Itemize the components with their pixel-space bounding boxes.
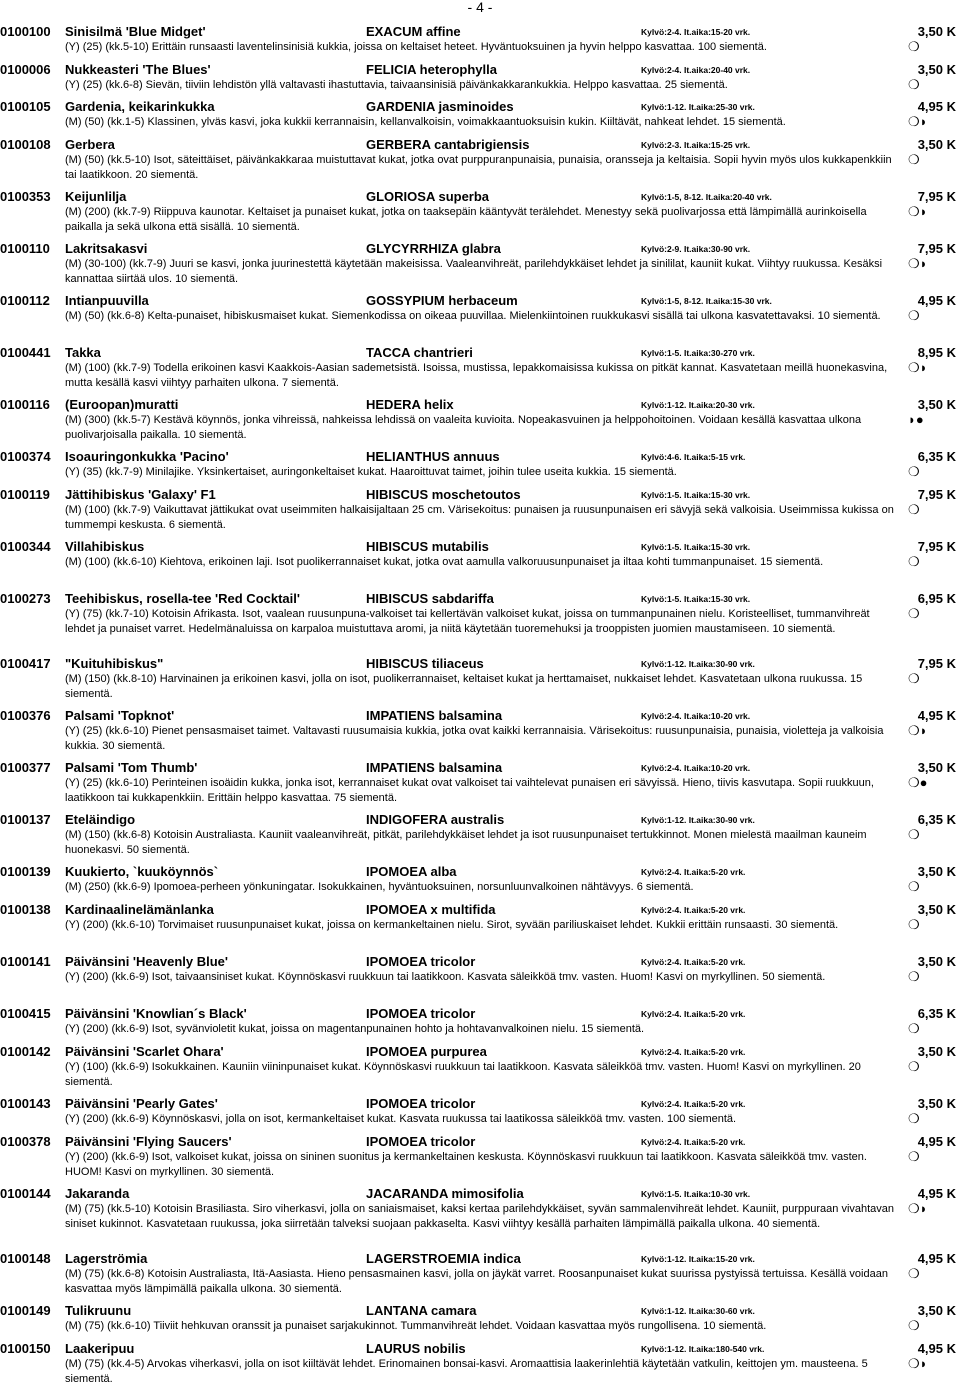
price: 4,95 K bbox=[917, 1134, 956, 1149]
entry-header bbox=[0, 23, 960, 40]
sowing-info: Kylvö:1-5. It.aika:15-30 vrk. bbox=[641, 594, 751, 604]
catalog-entry bbox=[0, 486, 960, 533]
latin-name: IPOMOEA tricolor bbox=[366, 1006, 476, 1021]
light-requirement-icon: ❍ bbox=[908, 39, 920, 54]
catalog-entry bbox=[0, 759, 960, 806]
finnish-name: Laakeripuu bbox=[65, 1341, 135, 1356]
latin-name: IMPATIENS balsamina bbox=[366, 760, 503, 775]
price: 6,35 K bbox=[917, 1006, 956, 1021]
sowing-info: Kylvö:1-5. It.aika:15-30 vrk. bbox=[641, 542, 751, 552]
entry-header bbox=[0, 448, 960, 465]
sowing-info: Kylvö:2-4. It.aika:15-20 vrk. bbox=[641, 27, 751, 37]
price: 7,95 K bbox=[917, 539, 956, 554]
finnish-name: Kuukierto, `kuuköynnös` bbox=[65, 864, 219, 879]
finnish-name: Eteläindigo bbox=[65, 812, 136, 827]
entry-header bbox=[0, 396, 960, 413]
entry-header bbox=[0, 1133, 960, 1150]
price: 3,50 K bbox=[917, 864, 956, 879]
entry-header bbox=[0, 863, 960, 880]
price: 3,50 K bbox=[917, 137, 956, 152]
description: (M) (75) (kk.4-5) Arvokas viherkasvi, jolla on isot kiiltävät lehdet. Erinomainen bonsai-kasvi. Aromaattisia laakerinlehtiä käytetään vatkulin, keittojen ym. mausteena. 5 siementä. bbox=[65, 1358, 868, 1385]
latin-name: LANTANA camara bbox=[366, 1303, 477, 1318]
catalog-entry bbox=[0, 23, 960, 55]
latin-name: HIBISCUS moschetoutos bbox=[366, 487, 521, 502]
price: 6,35 K bbox=[917, 449, 956, 464]
description: (Y) (75) (kk.7-10) Kotoisin Afrikasta. Isot, vaalean ruusunpuna-valkoiset tai kellertävän valkoiset kukat, joissa on tummanpunainen nielu. Koristeelliset, tummanvihreät lehdet ja punaiset varret. Hedelmänaluissa on karpaloa muistuttava aromi, ja niitä käytetään tuoremehuksi ja trooppisten juomien maustamiseen. 10 siementä. bbox=[65, 608, 870, 635]
entry-header bbox=[0, 1095, 960, 1112]
light-requirement-icon: ❍ bbox=[908, 1059, 920, 1074]
finnish-name: Palsami 'Tom Thumb' bbox=[65, 760, 198, 775]
product-code: 0100374 bbox=[0, 449, 51, 464]
description: (Y) (25) (kk.5-10) Erittäin runsaasti laventelinsinisiä kukkia, joissa on keltaiset heteet. Hyväntuoksuinen ja hyvin helppo kasvattaa. 100 siementä. bbox=[65, 41, 767, 53]
light-requirement-icon: ❍ bbox=[908, 917, 920, 932]
sowing-info: Kylvö:1-5, 8-12. It.aika:20-40 vrk. bbox=[641, 192, 772, 202]
light-requirement-icon: ❍ bbox=[908, 879, 920, 894]
light-requirement-icon: ❍ bbox=[908, 77, 920, 92]
price: 3,50 K bbox=[917, 902, 956, 917]
product-code: 0100100 bbox=[0, 24, 51, 39]
latin-name: INDIGOFERA australis bbox=[366, 812, 505, 827]
price: 4,95 K bbox=[917, 1341, 956, 1356]
product-code: 0100353 bbox=[0, 189, 51, 204]
catalog-entry bbox=[0, 590, 960, 637]
price: 8,95 K bbox=[917, 345, 956, 360]
light-requirement-icon: ❍ bbox=[908, 554, 920, 569]
light-requirement-icon: ◗● bbox=[908, 412, 924, 427]
latin-name: IMPATIENS balsamina bbox=[366, 708, 503, 723]
description: (M) (75) (kk.6-10) Tiiviit hehkuvan oranssit ja punaiset sarjakukinnot. Tummanvihreät lehdet. Voidaan kasvattaa myös rungollisena. 10 siementä. bbox=[65, 1320, 767, 1332]
latin-name: LAGERSTROEMIA indica bbox=[366, 1251, 521, 1266]
sowing-info: Kylvö:4-6. It.aika:5-15 vrk. bbox=[641, 452, 746, 462]
latin-name: EXACUM affine bbox=[366, 24, 461, 39]
description: (Y) (200) (kk.6-9) Isot, syvänvioletit kukat, joissa on magentanpunainen hohto ja hohtavanvalkoinen nielu. 15 siementä. bbox=[65, 1023, 645, 1035]
description: (M) (150) (kk.6-8) Kotoisin Australiasta. Kauniit vaaleanvihreät, pitkät, parilehdykkäiset lehdet ja isot ruusunpunaiset tertukkinnot. Monen mielestä maailman kauneim huonekasvi. 50 siementä. bbox=[65, 829, 867, 856]
entry-header bbox=[0, 1302, 960, 1319]
catalog-entry bbox=[0, 98, 960, 130]
price: 3,50 K bbox=[917, 1096, 956, 1111]
catalog-entry bbox=[0, 448, 960, 480]
light-requirement-icon: ❍● bbox=[908, 775, 928, 790]
light-requirement-icon: ❍ bbox=[908, 671, 920, 686]
sowing-info: Kylvö:2-9. It.aika:30-90 vrk. bbox=[641, 244, 751, 254]
catalog-entry bbox=[0, 61, 960, 93]
light-requirement-icon: ❍ bbox=[908, 1266, 920, 1281]
entry-header bbox=[0, 136, 960, 153]
catalog-entry bbox=[0, 1302, 960, 1334]
latin-name: GLYCYRRHIZA glabra bbox=[366, 241, 501, 256]
light-requirement-icon: ❍◗ bbox=[908, 256, 928, 271]
entry-header bbox=[0, 811, 960, 828]
finnish-name: Villahibiskus bbox=[65, 539, 145, 554]
catalog-entry bbox=[0, 1133, 960, 1180]
entry-header bbox=[0, 953, 960, 970]
sowing-info: Kylvö:1-5. It.aika:30-270 vrk. bbox=[641, 348, 755, 358]
description: (M) (75) (kk.6-8) Kotoisin Australiasta, Itä-Aasiasta. Hieno pensasmainen kasvi, jolla on jäykät varret. Roosanpunaiset kukat suurissa pystyissä tertuissa. Kesällä voidaan kasvattaa myös lämpimällä paikalla ulkona. 30 siementä. bbox=[65, 1268, 888, 1295]
product-code: 0100441 bbox=[0, 345, 51, 360]
finnish-name: Takka bbox=[65, 345, 101, 360]
price: 6,35 K bbox=[917, 812, 956, 827]
finnish-name: Päivänsini 'Scarlet Ohara' bbox=[65, 1044, 224, 1059]
light-requirement-icon: ❍ bbox=[908, 308, 920, 323]
entry-header bbox=[0, 901, 960, 918]
product-code: 0100344 bbox=[0, 539, 51, 554]
description: (M) (50) (kk.1-5) Klassinen, ylväs kasvi, joka kukkii kerrannaisin, kellanvalkoisin, voimakkaantuoksuisin kukin. Kiiltävät, nahkeat lehdet. 15 siementä. bbox=[65, 116, 786, 128]
product-code: 0100105 bbox=[0, 99, 51, 114]
entry-header bbox=[0, 538, 960, 555]
entry-header bbox=[0, 759, 960, 776]
product-code: 0100142 bbox=[0, 1044, 51, 1059]
product-code: 0100378 bbox=[0, 1134, 51, 1149]
price: 6,95 K bbox=[917, 591, 956, 606]
latin-name: IPOMOEA alba bbox=[366, 864, 457, 879]
sowing-info: Kylvö:1-12. It.aika:30-60 vrk. bbox=[641, 1306, 755, 1316]
light-requirement-icon: ❍ bbox=[908, 1111, 920, 1126]
price: 4,95 K bbox=[917, 1186, 956, 1201]
light-requirement-icon: ❍ bbox=[908, 1318, 920, 1333]
light-requirement-icon: ❍◗ bbox=[908, 1201, 928, 1216]
entry-header bbox=[0, 98, 960, 115]
entry-header bbox=[0, 188, 960, 205]
sowing-info: Kylvö:2-4. It.aika:10-20 vrk. bbox=[641, 711, 751, 721]
latin-name: IPOMOEA tricolor bbox=[366, 1096, 476, 1111]
product-code: 0100006 bbox=[0, 62, 51, 77]
catalog-entry bbox=[0, 240, 960, 287]
product-code: 0100417 bbox=[0, 656, 51, 671]
entry-header bbox=[0, 1250, 960, 1267]
light-requirement-icon: ❍◗ bbox=[908, 360, 928, 375]
finnish-name: Isoauringonkukka 'Pacino' bbox=[65, 449, 229, 464]
finnish-name: Päivänsini 'Pearly Gates' bbox=[65, 1096, 218, 1111]
latin-name: LAURUS nobilis bbox=[366, 1341, 466, 1356]
entry-header bbox=[0, 1185, 960, 1202]
sowing-info: Kylvö:2-4. It.aika:5-20 vrk. bbox=[641, 867, 746, 877]
catalog-entry bbox=[0, 1250, 960, 1297]
entry-header bbox=[0, 240, 960, 257]
catalog-entry bbox=[0, 396, 960, 443]
description: (M) (100) (kk.7-9) Todella erikoinen kasvi Kaakkois-Aasian sademetsistä. Isoissa, mustissa, lepakkomaisissa kukissa on pitkät kannat. Kasvatetaan meillä huonekasvina, mutta kesällä kasvi viihtyy parhaiten ulkona. 7 siementä. bbox=[65, 362, 888, 389]
catalog-entry bbox=[0, 811, 960, 858]
product-code: 0100116 bbox=[0, 397, 50, 412]
product-code: 0100144 bbox=[0, 1186, 51, 1201]
product-code: 0100110 bbox=[0, 241, 50, 256]
latin-name: IPOMOEA x multifida bbox=[366, 902, 496, 917]
product-code: 0100137 bbox=[0, 812, 51, 827]
sowing-info: Kylvö:2-4. It.aika:10-20 vrk. bbox=[641, 763, 751, 773]
sowing-info: Kylvö:2-4. It.aika:20-40 vrk. bbox=[641, 65, 751, 75]
description: (Y) (100) (kk.6-9) Isokukkainen. Kauniin viininpunaiset kukat. Köynnöskasvi ruukkuun tai laatikkoon. Kasvata säleikköä tmv. vasten. Huom! Kasvi on myrkyllinen. 20 siementä. bbox=[65, 1061, 861, 1088]
catalog-entry bbox=[0, 292, 960, 324]
entry-header bbox=[0, 655, 960, 672]
description: (M) (100) (kk.7-9) Vaikuttavat jättikukat ovat useimmiten halkaisijaltaan 25 cm. Värisekoitus: punaisen ja ruusunpunaisen eri sävyjä sekä valkoisia. Useimmissa kukissa on tummempi keskusta. 6 siementä. bbox=[65, 504, 894, 531]
description: (M) (300) (kk.5-7) Kestävä köynnös, jonka vihreissä, nahkeissa lehdissä on vaaleita kuvioita. Nopeakasvuinen ja helppohoitoinen. Voidaan kesällä kasvattaa ulkona puolivarjoisalla paikalla. 10 siementä. bbox=[65, 414, 862, 441]
sowing-info: Kylvö:1-5. It.aika:15-30 vrk. bbox=[641, 490, 751, 500]
product-code: 0100119 bbox=[0, 487, 50, 502]
finnish-name: Teehibiskus, rosella-tee 'Red Cocktail' bbox=[65, 591, 300, 606]
catalog-entry bbox=[0, 188, 960, 235]
light-requirement-icon: ❍◗ bbox=[908, 204, 928, 219]
price: 4,95 K bbox=[917, 293, 956, 308]
light-requirement-icon: ❍ bbox=[908, 606, 920, 621]
description: (M) (150) (kk.8-10) Harvinainen ja erikoinen kasvi, jolla on isot, puolikerrannaiset, keltaiset kukat ja herttamaiset, nukkaiset lehdet. Kasvatetaan ulkona ruukussa. 15 siementä. bbox=[65, 673, 863, 700]
finnish-name: Intianpuuvilla bbox=[65, 293, 149, 308]
product-code: 0100149 bbox=[0, 1303, 51, 1318]
entry-header bbox=[0, 1043, 960, 1060]
description: (Y) (35) (kk.7-9) Minilajike. Yksinkertaiset, auringonkeltaiset kukat. Haaroittuvat taimet, joihin tulee useita kukkia. 15 siementä. bbox=[65, 466, 677, 478]
latin-name: GERBERA cantabrigiensis bbox=[366, 137, 530, 152]
latin-name: GLORIOSA superba bbox=[366, 189, 490, 204]
price: 7,95 K bbox=[917, 656, 956, 671]
light-requirement-icon: ❍ bbox=[908, 1149, 920, 1164]
entry-header bbox=[0, 344, 960, 361]
description: (M) (100) (kk.6-10) Kiehtova, erikoinen laji. Isot puolikerrannaiset kukat, jotka ovat aamulla valkoruusunpunaiset ja iltaa kohti tummanpunaiset. 15 siementä. bbox=[65, 556, 824, 568]
latin-name: GOSSYPIUM herbaceum bbox=[366, 293, 518, 308]
catalog-entry bbox=[0, 344, 960, 391]
sowing-info: Kylvö:2-4. It.aika:5-20 vrk. bbox=[641, 905, 746, 915]
price: 3,50 K bbox=[917, 954, 956, 969]
latin-name: HIBISCUS tiliaceus bbox=[366, 656, 484, 671]
entry-header bbox=[0, 292, 960, 309]
finnish-name: Jättihibiskus 'Galaxy' F1 bbox=[65, 487, 216, 502]
sowing-info: Kylvö:1-5. It.aika:10-30 vrk. bbox=[641, 1189, 751, 1199]
sowing-info: Kylvö:1-12. It.aika:180-540 vrk. bbox=[641, 1344, 765, 1354]
description: (M) (250) (kk.6-9) Ipomoea-perheen yönkuningatar. Isokukkainen, hyväntuoksuinen, norsunluunvalkoinen nähtävyys. 6 siementä. bbox=[65, 881, 694, 893]
description: (M) (75) (kk.5-10) Kotoisin Brasiliasta. Siro viherkasvi, jolla on saniaismaiset, kaksi kertaa parilehdykkäiset, syvän sammalenvihreät lehdet. Kauniit, purppuraan vivahtavan siniset kukinnot. Kasvatetaan ruukussa, joka siirretään talveksi suojaan pakkaselta. Kasvi viihtyy kesällä parhaiten lämpimällä paikalla ulkona. 40 siementä. bbox=[65, 1203, 895, 1230]
sowing-info: Kylvö:2-4. It.aika:5-20 vrk. bbox=[641, 1047, 746, 1057]
entry-header bbox=[0, 61, 960, 78]
entry-header bbox=[0, 1005, 960, 1022]
latin-name: TACCA chantrieri bbox=[366, 345, 473, 360]
finnish-name: Sinisilmä 'Blue Midget' bbox=[65, 24, 206, 39]
latin-name: HIBISCUS mutabilis bbox=[366, 539, 489, 554]
price: 7,95 K bbox=[917, 487, 956, 502]
price: 3,50 K bbox=[917, 62, 956, 77]
finnish-name: Nukkeasteri 'The Blues' bbox=[65, 62, 211, 77]
sowing-info: Kylvö:1-12. It.aika:15-20 vrk. bbox=[641, 1254, 755, 1264]
light-requirement-icon: ❍ bbox=[908, 969, 920, 984]
catalog-entry bbox=[0, 1043, 960, 1090]
product-code: 0100108 bbox=[0, 137, 51, 152]
description: (Y) (200) (kk.6-9) Köynnöskasvi, jolla on isot, kermankeltaiset kukat. Kasvata ruukussa tai laatikossa säleikköä tmv. vasten. 100 siementä. bbox=[65, 1113, 737, 1125]
price: 3,50 K bbox=[917, 397, 956, 412]
sowing-info: Kylvö:2-4. It.aika:5-20 vrk. bbox=[641, 1137, 746, 1147]
finnish-name: Keijunlilja bbox=[65, 189, 127, 204]
latin-name: FELICIA heterophylla bbox=[366, 62, 497, 77]
price: 4,95 K bbox=[917, 708, 956, 723]
price: 7,95 K bbox=[917, 241, 956, 256]
entry-header bbox=[0, 707, 960, 724]
finnish-name: Gardenia, keikarinkukka bbox=[65, 99, 215, 114]
product-code: 0100138 bbox=[0, 902, 51, 917]
latin-name: HELIANTHUS annuus bbox=[366, 449, 500, 464]
latin-name: HIBISCUS sabdariffa bbox=[366, 591, 494, 606]
price: 3,50 K bbox=[917, 24, 956, 39]
light-requirement-icon: ❍ bbox=[908, 464, 920, 479]
latin-name: IPOMOEA tricolor bbox=[366, 1134, 476, 1149]
entry-header bbox=[0, 1340, 960, 1357]
finnish-name: Jakaranda bbox=[65, 1186, 130, 1201]
product-code: 0100273 bbox=[0, 591, 51, 606]
catalog-entry bbox=[0, 863, 960, 895]
catalog-entry bbox=[0, 901, 960, 933]
light-requirement-icon: ❍ bbox=[908, 152, 920, 167]
description: (M) (50) (kk.6-8) Kelta-punaiset, hibiskusmaiset kukat. Siemenkodissa on oikeaa puuvillaa. Mielenkiintoinen ruukkukasvi sisällä tai ulkona kasvatettavaksi. 10 siementä. bbox=[65, 310, 881, 322]
entry-header bbox=[0, 590, 960, 607]
finnish-name: Gerbera bbox=[65, 137, 115, 152]
sowing-info: Kylvö:1-5, 8-12. It.aika:15-30 vrk. bbox=[641, 296, 772, 306]
sowing-info: Kylvö:2-3. It.aika:15-25 vrk. bbox=[641, 140, 751, 150]
light-requirement-icon: ❍◗ bbox=[908, 723, 928, 738]
price: 3,50 K bbox=[917, 1303, 956, 1318]
finnish-name: Lakritsakasvi bbox=[65, 241, 148, 256]
description: (Y) (200) (kk.6-9) Isot, valkoiset kukat, joissa on sininen suonitus ja kermankeltainen keskusta. Köynnöskasvi ruukkuun tai laatikkoon. Kasvata säleikköä tmv. vasten. HUOM! Kasvi on myrkyllinen. 30 siementä. bbox=[65, 1151, 867, 1178]
latin-name: IPOMOEA tricolor bbox=[366, 954, 476, 969]
product-code: 0100415 bbox=[0, 1006, 51, 1021]
finnish-name: Lagerströmia bbox=[65, 1251, 148, 1266]
description: (Y) (200) (kk.6-10) Torvimaiset ruusunpunaiset kukat, joissa on kermankeltainen nielu. Sirot, syvään pariliuskaiset lehdet. Kukkii erittäin runsaasti. 30 siementä. bbox=[65, 919, 839, 931]
finnish-name: (Euroopan)muratti bbox=[65, 397, 179, 412]
price: 4,95 K bbox=[917, 1251, 956, 1266]
page-number: - 4 - bbox=[467, 0, 493, 15]
price: 3,50 K bbox=[917, 1044, 956, 1059]
sowing-info: Kylvö:1-12. It.aika:30-90 vrk. bbox=[641, 815, 755, 825]
light-requirement-icon: ❍ bbox=[908, 502, 920, 517]
product-code: 0100139 bbox=[0, 864, 51, 879]
description: (M) (30-100) (kk.7-9) Juuri se kasvi, jonka juurinestettä käytetään makeisissa. Vaaleanvihreät, parilehdykkäiset lehdet ja sinililat, kauniit kukat. Viihtyy ruukussa. Kesäksi kannattaa siirtää ulos. 10 siementä. bbox=[65, 258, 883, 285]
catalog-entry bbox=[0, 953, 960, 985]
product-code: 0100377 bbox=[0, 760, 51, 775]
sowing-info: Kylvö:2-4. It.aika:5-20 vrk. bbox=[641, 1099, 746, 1109]
latin-name: JACARANDA mimosifolia bbox=[366, 1186, 524, 1201]
finnish-name: Päivänsini 'Flying Saucers' bbox=[65, 1134, 232, 1149]
price: 3,50 K bbox=[917, 760, 956, 775]
catalog-entry bbox=[0, 707, 960, 754]
catalog-entry bbox=[0, 655, 960, 702]
catalog-entry bbox=[0, 1005, 960, 1037]
sowing-info: Kylvö:1-12. It.aika:20-30 vrk. bbox=[641, 400, 755, 410]
latin-name: GARDENIA jasminoides bbox=[366, 99, 514, 114]
finnish-name: Päivänsini 'Heavenly Blue' bbox=[65, 954, 228, 969]
finnish-name: Päivänsini 'Knowlian´s Black' bbox=[65, 1006, 247, 1021]
product-code: 0100148 bbox=[0, 1251, 51, 1266]
catalog-entry bbox=[0, 538, 960, 570]
sowing-info: Kylvö:2-4. It.aika:5-20 vrk. bbox=[641, 957, 746, 967]
product-code: 0100150 bbox=[0, 1341, 51, 1356]
description: (Y) (25) (kk.6-8) Sievän, tiiviin lehdistön yllä valtavasti ihastuttavia, taivaansinisiä päivänkakkarankukkia. Helppo kasvattaa. 25 siementä. bbox=[65, 79, 728, 91]
description: (M) (200) (kk.7-9) Riippuva kaunotar. Keltaiset ja punaiset kukat, jotka on taaksepäin kääntyvät terälehdet. Menestyy sekä puolivarjossa että lämpimällä aurinkoisella paikalla ja sekä ulkona että sisällä. 10 siementä. bbox=[65, 206, 867, 233]
description: (Y) (25) (kk.6-10) Pienet pensasmaiset taimet. Valtavasti ruusumaisia kukkia, jotka ovat kaikki kerrannaisia. Värisekoitus: ruusunpunaisia, punaisia, violetteja ja valkoisia kukkia. 30 siementä. bbox=[65, 725, 884, 752]
light-requirement-icon: ❍ bbox=[908, 827, 920, 842]
description: (Y) (200) (kk.6-9) Isot, taivaansiniset kukat. Köynnöskasvi ruukkuun tai laatikkoon. Kasvata säleikköä tmv. vasten. Huom! Kasvi on myrkyllinen. 50 siementä. bbox=[65, 971, 826, 983]
description: (Y) (25) (kk.6-10) Perinteinen isoäidin kukka, jonka isot, kerrannaiset kukat ovat valkoiset tai vaihtelevat punaisen eri sävyissä. Hieno, tiivis kasvutapa. Sopii ruukkuun, laatikkoon tai kukkapenkkiin. Erittäin helppo kasvattaa. 75 siementä. bbox=[65, 777, 874, 804]
sowing-info: Kylvö:1-12. It.aika:25-30 vrk. bbox=[641, 102, 755, 112]
catalog-entry bbox=[0, 1095, 960, 1127]
finnish-name: "Kuituhibiskus" bbox=[65, 656, 164, 671]
finnish-name: Kardinaalinelämänlanka bbox=[65, 902, 214, 917]
price: 4,95 K bbox=[917, 99, 956, 114]
product-code: 0100141 bbox=[0, 954, 51, 969]
description: (M) (50) (kk.5-10) Isot, säteittäiset, päivänkakkaraa muistuttavat kukat, jotka ovat purppuranpunaisia, punaisia, oransseja ja keltaisia. Sopii hyvin myös ulos kukkapenkkiin tai laatikkoon. 20 siementä. bbox=[65, 154, 892, 181]
sowing-info: Kylvö:2-4. It.aika:5-20 vrk. bbox=[641, 1009, 746, 1019]
finnish-name: Tulikruunu bbox=[65, 1303, 132, 1318]
catalog-entry bbox=[0, 136, 960, 183]
finnish-name: Palsami 'Topknot' bbox=[65, 708, 175, 723]
light-requirement-icon: ❍ bbox=[908, 1021, 920, 1036]
latin-name: IPOMOEA purpurea bbox=[366, 1044, 487, 1059]
latin-name: HEDERA helix bbox=[366, 397, 454, 412]
catalog-entry bbox=[0, 1340, 960, 1387]
light-requirement-icon: ❍◗ bbox=[908, 114, 928, 129]
sowing-info: Kylvö:1-12. It.aika:30-90 vrk. bbox=[641, 659, 755, 669]
catalog-entry bbox=[0, 1185, 960, 1232]
product-code: 0100143 bbox=[0, 1096, 51, 1111]
price: 7,95 K bbox=[917, 189, 956, 204]
light-requirement-icon: ❍◗ bbox=[908, 1356, 928, 1371]
product-code: 0100376 bbox=[0, 708, 51, 723]
product-code: 0100112 bbox=[0, 293, 50, 308]
entry-header bbox=[0, 486, 960, 503]
